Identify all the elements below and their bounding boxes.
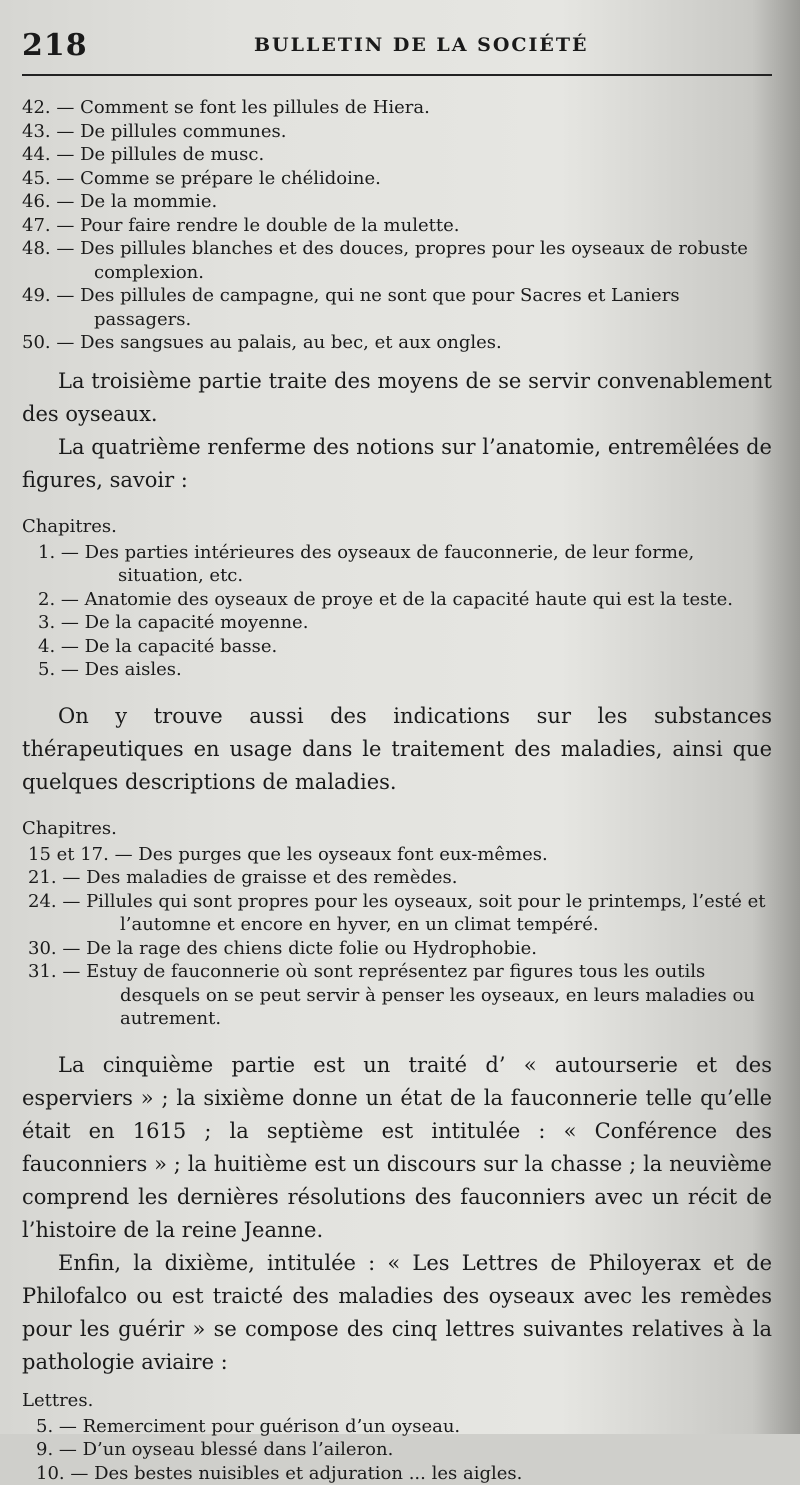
list-item: 2. — Anatomie des oyseaux de proye et de la capacité haute qui est la teste.	[22, 588, 772, 612]
list-item: 42. — Comment se font les pillules de Hiera.	[22, 96, 772, 120]
anatomy-chapter-list	[22, 541, 772, 682]
list-item: 46. — De la mommie.	[22, 190, 772, 214]
running-head: BULLETIN DE LA SOCIÉTÉ	[254, 34, 589, 56]
list-item: 48. — Des pillules blanches et des douces, propres pour les oyseaux de robuste complexion.	[22, 237, 772, 284]
page-header	[22, 22, 772, 76]
paragraph-fourth-part: La quatrième renferme des notions sur l’anatomie, entremêlées de figures, savoir :	[22, 431, 772, 497]
page-number: 218	[22, 28, 88, 63]
paragraph-fifth-to-ninth: La cinquième partie est un traité d’ « autourserie et des esperviers » ; la sixième donne un état de la fauconnerie telle qu’elle était en 1615 ; la septième est intitulée : « Conférence des fauconniers » ; la huitième est un discours sur la chasse ; la neuvième comprend les dernières résolutions des fauconniers avec un récit de l’histoire de la reine Jeanne.	[22, 1049, 772, 1247]
list-item: 24. — Pillules qui sont propres pour les oyseaux, soit pour le printemps, l’esté et l’automne et encore en hyver, en un climat tempéré.	[22, 890, 772, 937]
letters-list	[22, 1415, 772, 1485]
list-item: 49. — Des pillules de campagne, qui ne sont que pour Sacres et Laniers passagers.	[22, 284, 772, 331]
disease-chapter-list	[22, 843, 772, 1031]
list-item: 45. — Comme se prépare le chélidoine.	[22, 167, 772, 191]
paragraph-third-part: La troisième partie traite des moyens de se servir convenablement des oyseaux.	[22, 365, 772, 431]
list-item: 10. — Des bestes nuisibles et adjuration ... les aigles.	[22, 1462, 772, 1485]
remedy-list	[22, 96, 772, 355]
list-item: 21. — Des maladies de graisse et des remèdes.	[22, 866, 772, 890]
list-item: 5. — Remerciment pour guérison d’un oyseau.	[22, 1415, 772, 1439]
list-item: 15 et 17. — Des purges que les oyseaux font eux-mêmes.	[22, 843, 772, 867]
list-item: 9. — D’un oyseau blessé dans l’aileron.	[22, 1438, 772, 1462]
list-item: 50. — Des sangsues au palais, au bec, et aux ongles.	[22, 331, 772, 355]
list-item: 31. — Estuy de fauconnerie où sont représentez par figures tous les outils desquels on se peut servir à penser les oyseaux, en leurs maladies ou autrement.	[22, 960, 772, 1031]
lettres-label: Lettres.	[22, 1389, 772, 1413]
list-item: 1. — Des parties intérieures des oyseaux de fauconnerie, de leur forme, situation, etc.	[22, 541, 772, 588]
list-item: 43. — De pillules communes.	[22, 120, 772, 144]
list-item: 30. — De la rage des chiens dicte folie ou Hydrophobie.	[22, 937, 772, 961]
list-item: 44. — De pillules de musc.	[22, 143, 772, 167]
list-item: 47. — Pour faire rendre le double de la mulette.	[22, 214, 772, 238]
list-item: 5. — Des aisles.	[22, 658, 772, 682]
paragraph-therapeutics: On y trouve aussi des indications sur les substances thérapeutiques en usage dans le traitement des maladies, ainsi que quelques descriptions de maladies.	[22, 700, 772, 799]
paragraph-tenth-part: Enfin, la dixième, intitulée : « Les Lettres de Philoyerax et de Philofalco ou est traicté des maladies des oyseaux avec les remèdes pour les guérir » se compose des cinq lettres suivantes relatives à la pathologie aviaire :	[22, 1247, 772, 1379]
chapitres-label: Chapitres.	[22, 515, 772, 539]
list-item: 4. — De la capacité basse.	[22, 635, 772, 659]
list-item: 3. — De la capacité moyenne.	[22, 611, 772, 635]
chapitres-label: Chapitres.	[22, 817, 772, 841]
